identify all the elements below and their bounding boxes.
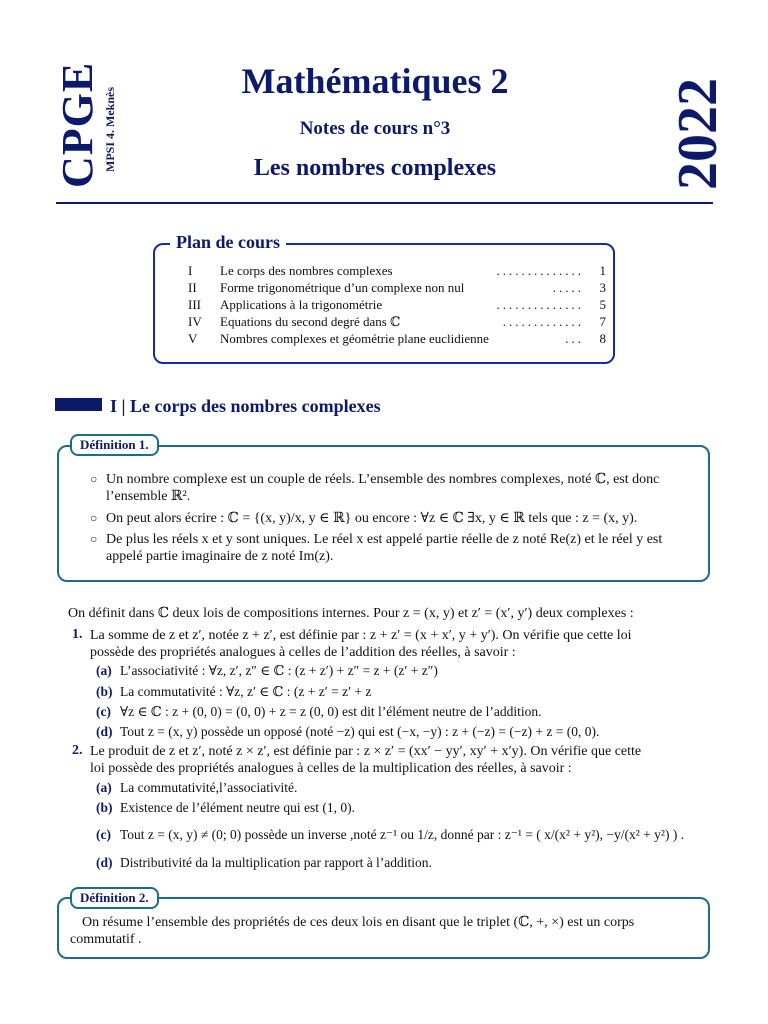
- plan-item-number: I: [188, 263, 193, 278]
- plan-title: Plan de cours: [170, 232, 286, 253]
- property-key: (a): [96, 663, 112, 678]
- definition-bullet: [90, 510, 697, 527]
- plan-item-label: Applications à la trigonométrie: [220, 297, 383, 312]
- property-key: (c): [96, 704, 111, 719]
- definition-bullet: [90, 471, 697, 505]
- plan-item-page: 5: [599, 297, 606, 312]
- plan-item[interactable]: [188, 262, 606, 279]
- plan-item[interactable]: [188, 330, 606, 347]
- plan-item-label: Le corps des nombres complexes: [220, 263, 393, 278]
- list-number: 1.: [72, 627, 83, 642]
- chapter-subject: Les nombres complexes: [253, 155, 497, 181]
- plan-item[interactable]: [188, 279, 606, 296]
- plan-item-number: V: [188, 331, 198, 346]
- property-text: Tout z = (x, y) possède un opposé (noté −z) qui est (−x, −y) : z + (−z) = (−z) + z = (0, 0).: [120, 724, 600, 739]
- property-text: Existence de l’élément neutre qui est (1, 0).: [120, 800, 356, 815]
- property-row: [96, 799, 355, 816]
- plan-item-page: 8: [599, 331, 606, 346]
- item1-line2: possède des propriétés analogues à celles de l’addition des réelles, à savoir :: [90, 645, 516, 660]
- property-key: (d): [96, 724, 113, 739]
- document-title: Mathématiques 2: [241, 61, 509, 101]
- property-row: [96, 826, 684, 843]
- bullet-text: De plus les réels x et y sont uniques. Le réel x est appelé partie réelle de z noté Re(z) et le réel y est appelé partie imaginaire de z noté Im(z).: [106, 532, 663, 564]
- plan-item-page: 1: [599, 263, 606, 278]
- property-text: La commutativité : ∀z, z′ ∈ ℂ : (z + z′ = z′ + z: [120, 684, 372, 699]
- property-text: Tout z = (x, y) ≠ (0; 0) possède un inverse ,noté z⁻¹ ou 1/z, donné par : z⁻¹ = ( x/(x² + y²), −y/(x² + y²) ) .: [120, 827, 685, 842]
- property-row: [96, 662, 438, 679]
- year-vertical-label: 2022: [667, 78, 729, 190]
- plan-item-label: Equations du second degré dans ℂ: [220, 314, 401, 329]
- cpge-vertical-label: CPGE: [53, 61, 102, 188]
- plan-item-leader: .....: [552, 280, 584, 295]
- bullet-circle-icon: ○: [90, 532, 98, 546]
- bullet-circle-icon: ○: [90, 472, 98, 486]
- property-key: (a): [96, 780, 112, 795]
- item1-line1: La somme de z et z′, notée z + z′, est définie par : z + z′ = (x + x′, y + y′). On vérifie que cette loi: [90, 628, 632, 643]
- definition-2-text: On résume l’ensemble des propriétés de ces deux lois en disant que le triplet (ℂ, +, ×) est un corps commutatif .: [70, 915, 635, 947]
- plan-item[interactable]: [188, 296, 606, 313]
- plan-item-label: Forme trigonométrique d’un complexe non nul: [220, 280, 465, 295]
- property-key: (d): [96, 855, 113, 870]
- property-key: (b): [96, 800, 113, 815]
- definition-bullet: [90, 531, 697, 565]
- bullet-circle-icon: ○: [90, 511, 98, 525]
- plan-item[interactable]: [188, 313, 606, 330]
- item2-line1: Le produit de z et z′, noté z × z′, est définie par : z × z′ = (xx′ − yy′, xy′ + x′y). On vérifie que cette: [90, 744, 642, 759]
- property-row: [96, 723, 599, 740]
- property-text: La commutativité,l’associativité.: [120, 780, 298, 795]
- plan-item-page: 3: [599, 280, 606, 295]
- plan-item-leader: ...: [565, 331, 584, 346]
- plan-item-leader: .............: [502, 314, 584, 329]
- header-divider: [56, 202, 713, 204]
- plan-item-page: 7: [599, 314, 606, 329]
- plan-item-number: II: [188, 280, 197, 295]
- plan-item-number: III: [188, 297, 201, 312]
- property-row: [96, 854, 432, 871]
- section-heading: I | Le corps des nombres complexes: [110, 396, 381, 416]
- list-number: 2.: [72, 743, 83, 758]
- property-row: [96, 779, 297, 796]
- section-marker: [55, 398, 102, 411]
- property-text: Distributivité da la multiplication par rapport à l’addition.: [120, 855, 432, 870]
- intro-paragraph: On définit dans ℂ deux lois de compositions internes. Pour z = (x, y) et z′ = (x′, y′) deux complexes :: [68, 606, 634, 621]
- class-vertical-label: MPSI 4. Meknès: [103, 87, 117, 172]
- property-row: [96, 683, 371, 700]
- plan-item-label: Nombres complexes et géométrie plane euclidienne: [220, 331, 489, 346]
- bullet-text: On peut alors écrire : ℂ = {(x, y)/x, y ∈ ℝ} ou encore : ∀z ∈ ℂ ∃x, y ∈ ℝ tels que : z = (x, y).: [106, 511, 638, 526]
- property-key: (b): [96, 684, 113, 699]
- bullet-text: Un nombre complexe est un couple de réels. L’ensemble des nombres complexes, noté ℂ, est donc l’ensemble ℝ².: [106, 472, 660, 504]
- plan-item-leader: ..............: [496, 263, 584, 278]
- property-text: ∀z ∈ ℂ : z + (0, 0) = (0, 0) + z = z (0, 0) est dit l’élément neutre de l’addition.: [120, 704, 542, 719]
- plan-item-leader: ..............: [496, 297, 584, 312]
- notes-number: Notes de cours n°3: [299, 118, 451, 139]
- definition-1-tag: Définition 1.: [70, 434, 159, 456]
- property-text: L’associativité : ∀z, z′, z″ ∈ ℂ : (z + z′) + z″ = z + (z′ + z″): [120, 663, 438, 678]
- property-row: [96, 703, 541, 720]
- plan-item-number: IV: [188, 314, 202, 329]
- property-key: (c): [96, 827, 111, 842]
- definition-2-tag: Définition 2.: [70, 887, 159, 909]
- item2-line2: loi possède des propriétés analogues à celles de la multiplication des réelles, à savoir :: [90, 761, 572, 776]
